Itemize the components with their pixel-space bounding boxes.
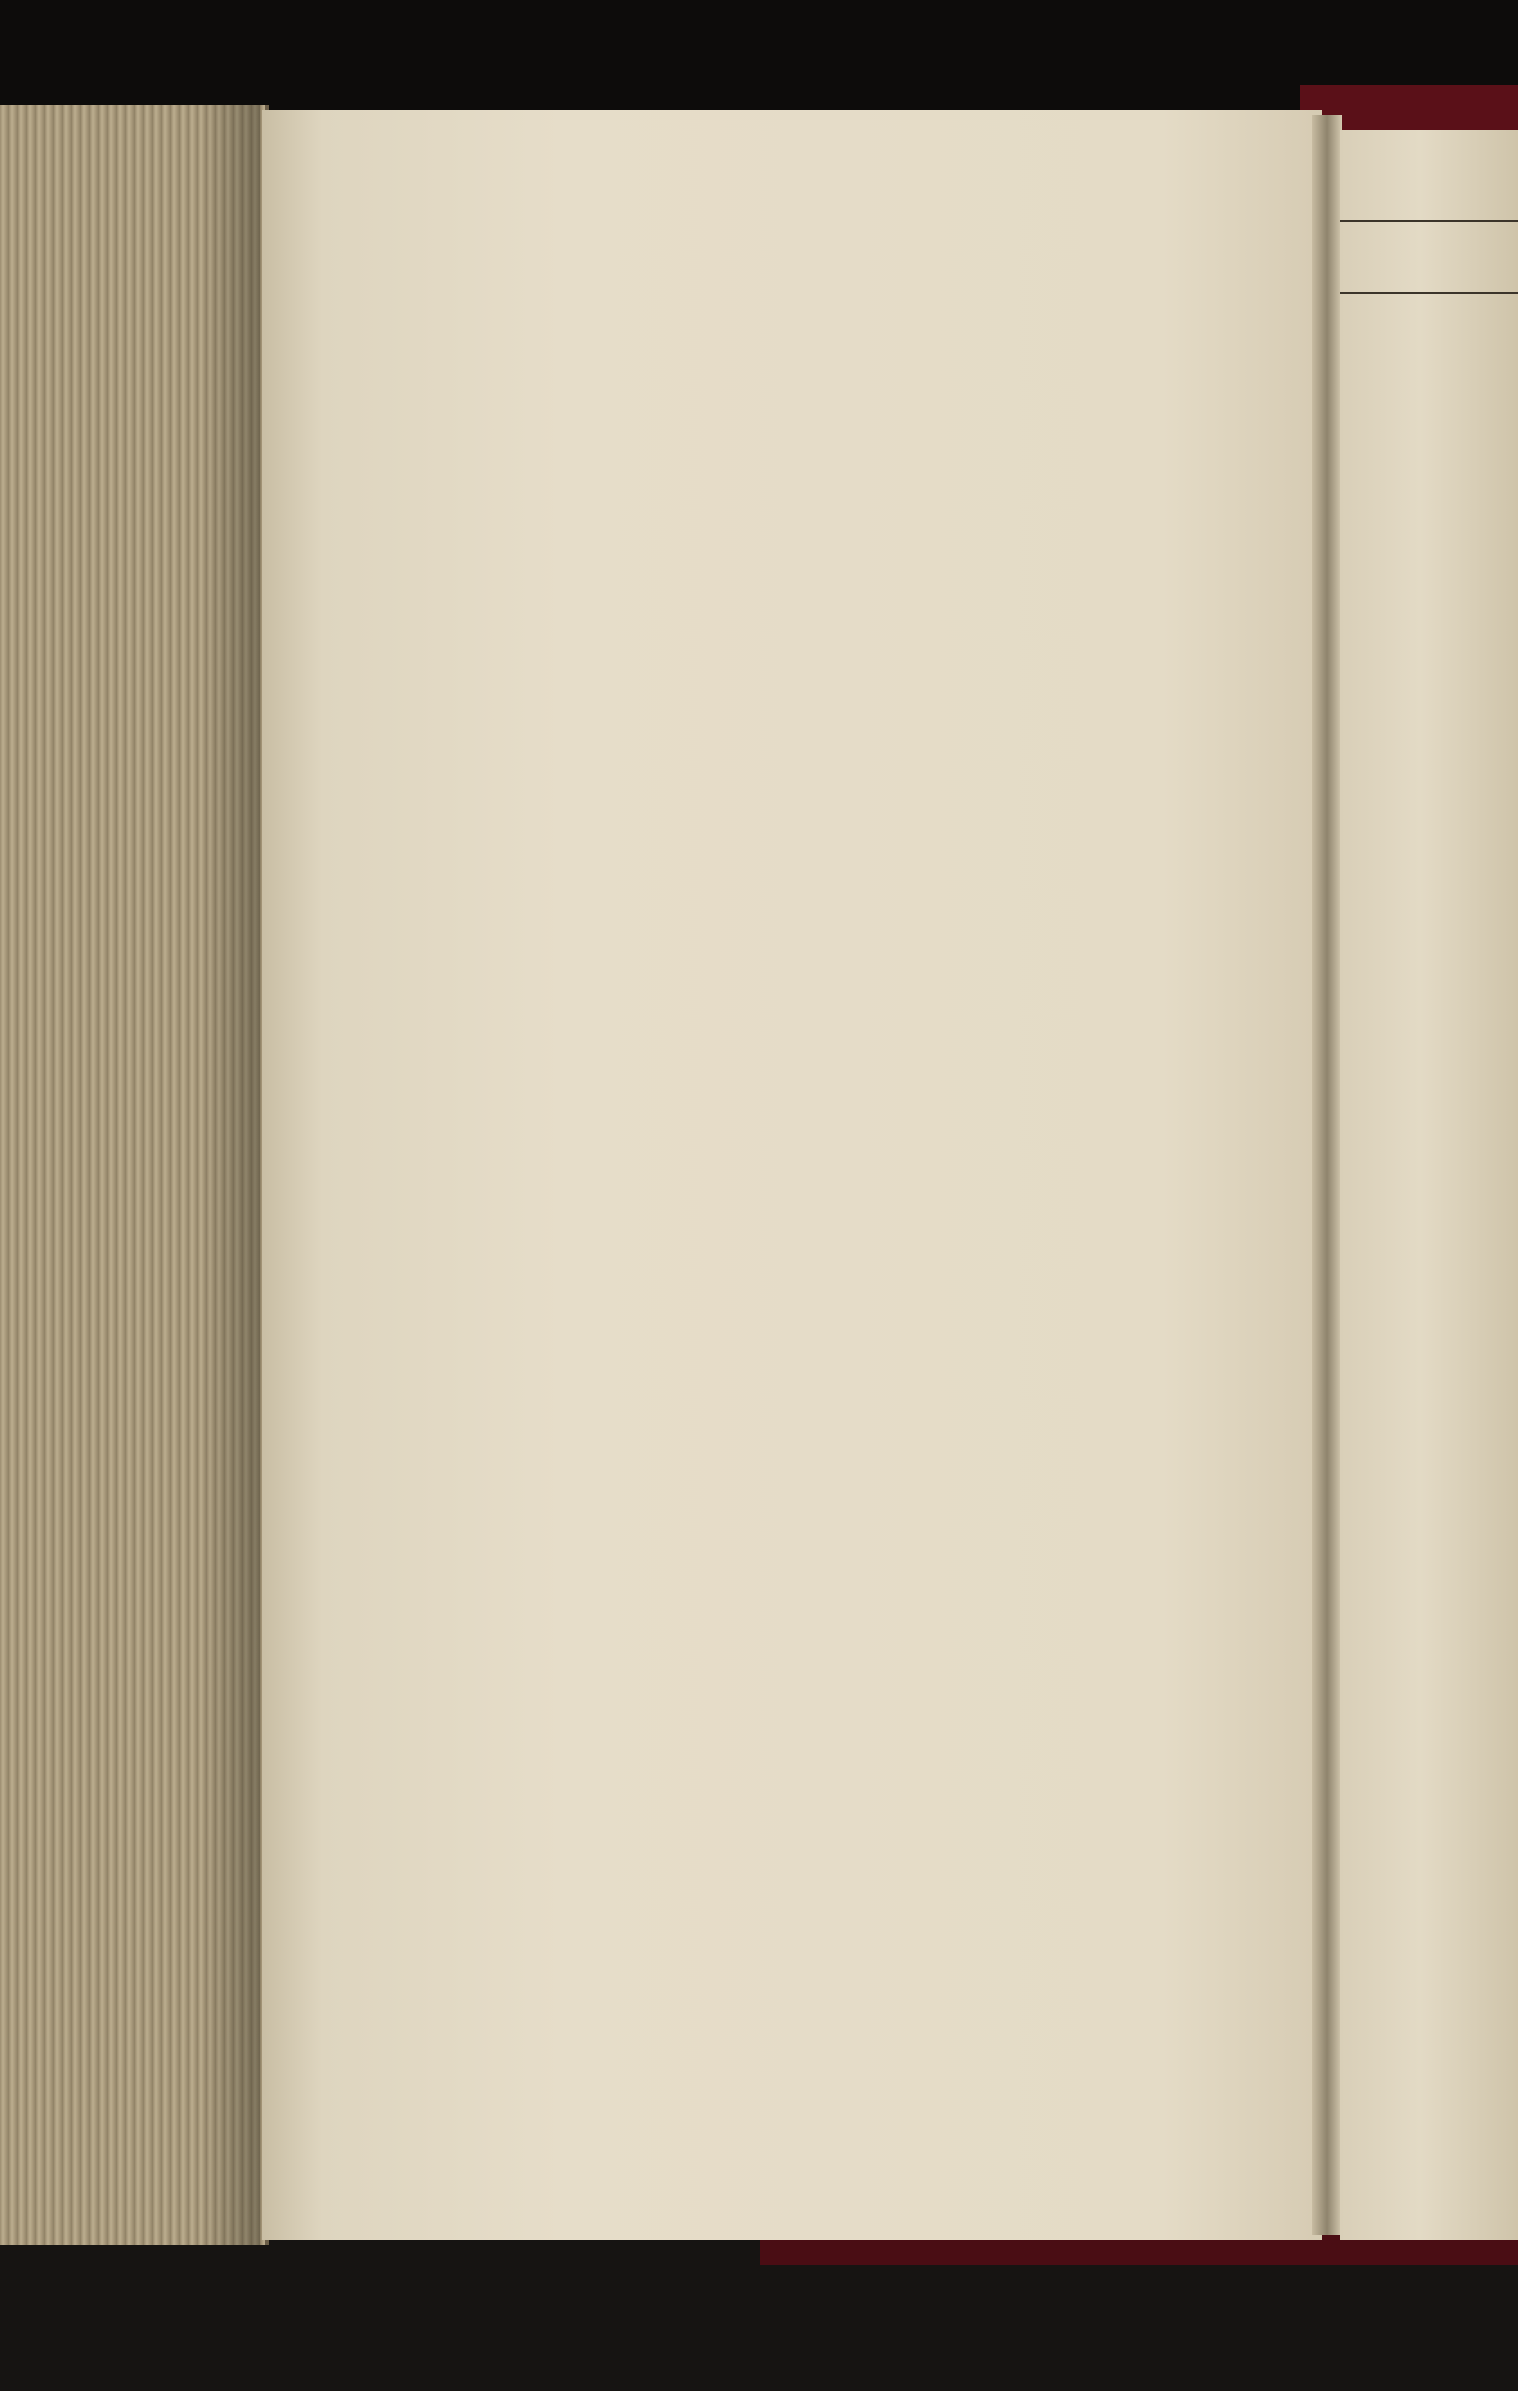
text-line xyxy=(410,1518,1300,1570)
text-line xyxy=(410,1362,1300,1414)
text-line xyxy=(410,1466,1300,1518)
text-line xyxy=(410,948,1300,1000)
text-line xyxy=(410,1000,1300,1052)
text-line xyxy=(410,1674,1300,1726)
text-line xyxy=(410,1104,1300,1156)
text-line xyxy=(410,532,1300,584)
running-header xyxy=(410,150,1300,220)
section-two xyxy=(410,1362,1300,1986)
page-edge-shadow xyxy=(200,105,260,2245)
text-line xyxy=(410,428,1300,480)
background-top xyxy=(0,0,1518,120)
text-line xyxy=(410,1726,1300,1778)
text-line xyxy=(410,220,1300,272)
verse-quotation xyxy=(410,1570,1300,1622)
text-line xyxy=(410,844,1300,896)
text-line xyxy=(410,480,1300,532)
lector-heading xyxy=(410,1216,1300,1306)
text-line xyxy=(410,688,1300,740)
catchword xyxy=(410,1934,1300,1986)
book-gutter xyxy=(1312,115,1342,2235)
right-page-header xyxy=(1340,130,1518,200)
text-line xyxy=(410,1778,1300,1830)
lector-subheading xyxy=(410,1306,1300,1362)
text-line xyxy=(410,1414,1300,1466)
text-line xyxy=(410,324,1300,376)
right-page-index-heading xyxy=(1340,220,1518,294)
text-line xyxy=(410,1052,1300,1104)
right-page-partial xyxy=(1340,130,1518,2240)
text-line xyxy=(410,1156,1300,1208)
text-line xyxy=(410,1622,1300,1674)
text-line xyxy=(410,1882,1300,1934)
text-line xyxy=(410,740,1300,792)
text-line xyxy=(410,896,1300,948)
text-line xyxy=(410,1830,1300,1882)
text-line xyxy=(410,376,1300,428)
text-line xyxy=(410,584,1300,636)
text-line xyxy=(410,272,1300,324)
body-paragraphs xyxy=(410,220,1300,1208)
text-line xyxy=(410,792,1300,844)
page-text xyxy=(410,150,1300,1986)
text-line xyxy=(410,636,1300,688)
